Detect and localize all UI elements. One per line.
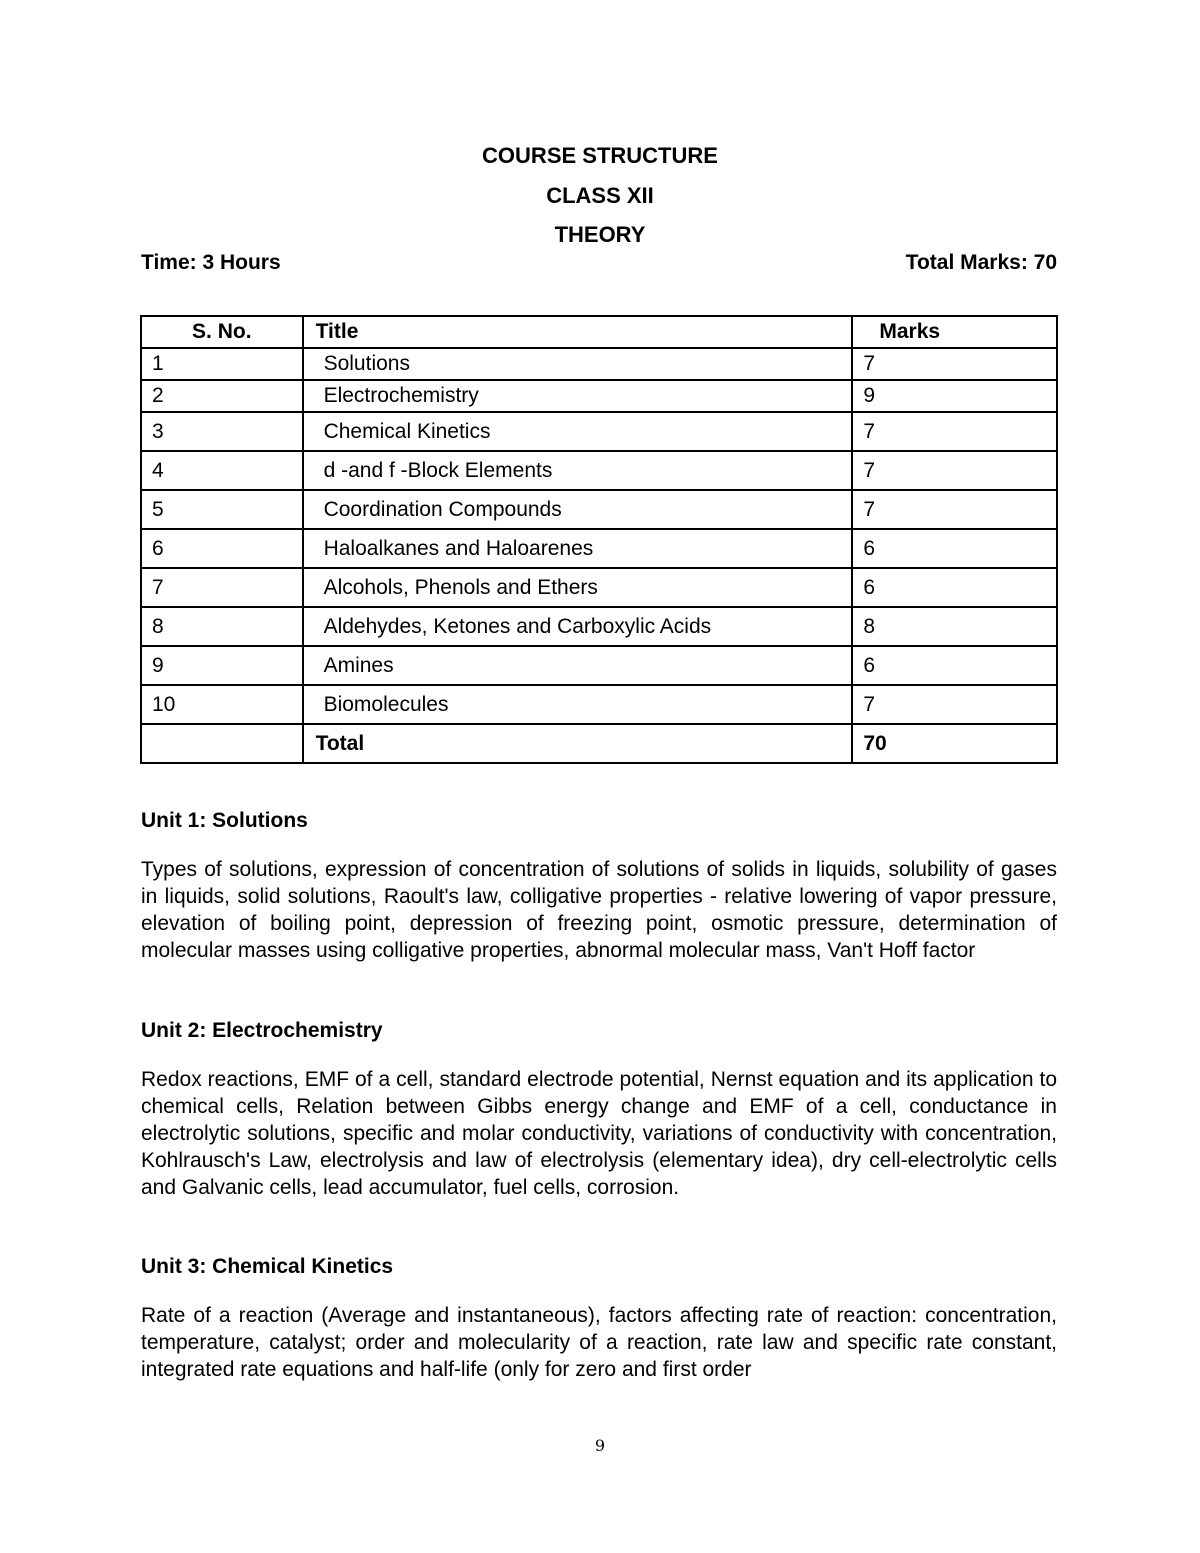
table-row bbox=[141, 607, 1057, 646]
row-sno: 8 bbox=[141, 607, 303, 646]
table-row bbox=[141, 646, 1057, 685]
row-title: Biomolecules bbox=[303, 685, 853, 724]
total-sno-empty bbox=[141, 724, 303, 763]
table-row bbox=[141, 685, 1057, 724]
row-sno: 9 bbox=[141, 646, 303, 685]
unit-2-section bbox=[141, 1018, 1057, 1201]
class-heading: CLASS XII bbox=[546, 183, 654, 208]
page-number: 9 bbox=[594, 1436, 606, 1455]
row-marks: 6 bbox=[852, 646, 1057, 685]
row-marks: 9 bbox=[852, 380, 1057, 412]
column-header-title: Title bbox=[303, 316, 853, 348]
row-title: Alcohols, Phenols and Ethers bbox=[303, 568, 853, 607]
unit-title: Unit 1: Solutions bbox=[141, 809, 308, 832]
table-row bbox=[141, 412, 1057, 451]
unit-description: Types of solutions, expression of concentration of solutions of solids in liquids, solubility of gases in liquids, solid solutions, Raoult's law, colligative properties - relative lowering of vapor pressure, elevation of boiling point, depression of freezing point, osmotic pressure, determination of molecular masses using colligative properties, abnormal molecular mass, Van't Hoff factor bbox=[141, 858, 1057, 962]
marks-table bbox=[140, 315, 1058, 764]
table-row bbox=[141, 348, 1057, 380]
time-label: Time: 3 Hours bbox=[141, 251, 281, 274]
column-header-sno: S. No. bbox=[141, 316, 303, 348]
row-marks: 6 bbox=[852, 529, 1057, 568]
row-sno: 5 bbox=[141, 490, 303, 529]
unit-description: Rate of a reaction (Average and instantaneous), factors affecting rate of reaction: concentration, temperature, catalyst; order and molecularity of a reaction, rate law and specific rate constant, integrated rate equations and half-life (only for zero and first order bbox=[141, 1304, 1057, 1381]
row-sno: 3 bbox=[141, 412, 303, 451]
table-row bbox=[141, 529, 1057, 568]
unit-1-section bbox=[141, 808, 1057, 964]
row-title: d -and f -Block Elements bbox=[303, 451, 853, 490]
total-marks-label: Total Marks: 70 bbox=[905, 251, 1057, 274]
row-title: Amines bbox=[303, 646, 853, 685]
row-marks: 7 bbox=[852, 685, 1057, 724]
section-heading: THEORY bbox=[554, 222, 646, 247]
row-sno: 7 bbox=[141, 568, 303, 607]
row-title: Solutions bbox=[303, 348, 853, 380]
table-row bbox=[141, 490, 1057, 529]
row-marks: 7 bbox=[852, 490, 1057, 529]
table-row bbox=[141, 380, 1057, 412]
row-marks: 7 bbox=[852, 348, 1057, 380]
row-sno: 2 bbox=[141, 380, 303, 412]
row-title: Haloalkanes and Haloarenes bbox=[303, 529, 853, 568]
row-title: Coordination Compounds bbox=[303, 490, 853, 529]
row-sno: 10 bbox=[141, 685, 303, 724]
row-title: Aldehydes, Ketones and Carboxylic Acids bbox=[303, 607, 853, 646]
row-marks: 8 bbox=[852, 607, 1057, 646]
unit-3-section bbox=[141, 1254, 1057, 1383]
row-marks: 6 bbox=[852, 568, 1057, 607]
table-total-row bbox=[141, 724, 1057, 763]
table-row bbox=[141, 451, 1057, 490]
table-header-row bbox=[141, 316, 1057, 348]
unit-description: Redox reactions, EMF of a cell, standard electrode potential, Nernst equation and its application to chemical cells, Relation between Gibbs energy change and EMF of a cell, conductance in electrolytic solutions, specific and molar conductivity, variations of conductivity with concentration, Kohlrausch's Law, electrolysis and law of electrolysis (elementary idea), dry cell-electrolytic cells and Galvanic cells, lead accumulator, fuel cells, corrosion. bbox=[141, 1068, 1057, 1199]
row-sno: 6 bbox=[141, 529, 303, 568]
unit-title: Unit 2: Electrochemistry bbox=[141, 1019, 383, 1042]
row-marks: 7 bbox=[852, 451, 1057, 490]
table-row bbox=[141, 568, 1057, 607]
row-title: Electrochemistry bbox=[303, 380, 853, 412]
total-value: 70 bbox=[852, 724, 1057, 763]
unit-title: Unit 3: Chemical Kinetics bbox=[141, 1255, 394, 1278]
column-header-marks: Marks bbox=[852, 316, 1057, 348]
row-sno: 1 bbox=[141, 348, 303, 380]
total-label: Total bbox=[303, 724, 853, 763]
row-marks: 7 bbox=[852, 412, 1057, 451]
row-title: Chemical Kinetics bbox=[303, 412, 853, 451]
document-title: COURSE STRUCTURE bbox=[482, 143, 718, 168]
row-sno: 4 bbox=[141, 451, 303, 490]
